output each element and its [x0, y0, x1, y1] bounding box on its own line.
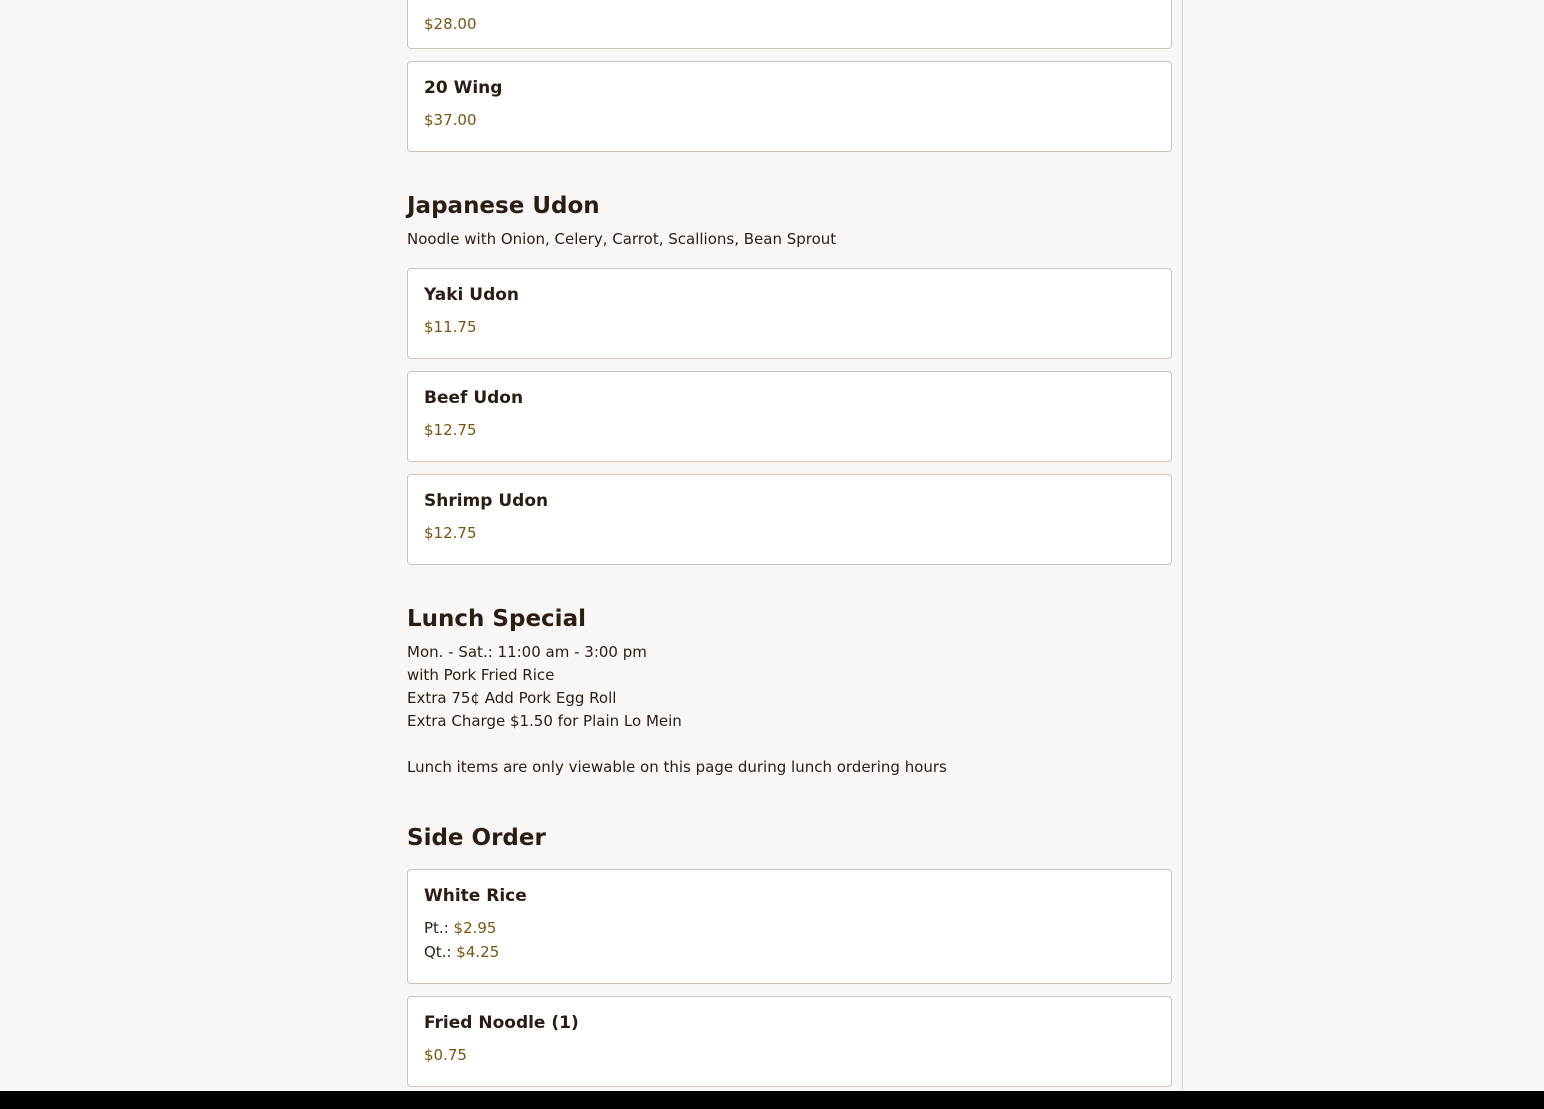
- menu-item-card[interactable]: [407, 0, 1172, 49]
- menu-item-card[interactable]: [407, 61, 1172, 152]
- menu-item-card[interactable]: [407, 371, 1172, 462]
- item-name: Shrimp Udon: [424, 491, 549, 511]
- section-title-lunch-special: Lunch Special: [407, 606, 586, 632]
- section-description: [407, 641, 1172, 733]
- item-price: $11.75: [424, 318, 477, 336]
- item-price: $12.75: [424, 524, 477, 542]
- item-price: $28.00: [424, 15, 477, 33]
- item-price: $12.75: [424, 421, 477, 439]
- item-name: Fried Noodle (1): [424, 1013, 579, 1033]
- lunch-detail-text: Extra Charge $1.50 for Plain Lo Mein: [407, 712, 682, 730]
- item-name: White Rice: [424, 886, 527, 906]
- lunch-hours-text: Mon. - Sat.: 11:00 am - 3:00 pm: [407, 643, 647, 661]
- lunch-detail-text: Extra 75¢ Add Pork Egg Roll: [407, 689, 617, 707]
- item-price: $0.75: [424, 1046, 467, 1064]
- item-name: Beef Udon: [424, 388, 524, 408]
- menu-item-card[interactable]: [407, 474, 1172, 565]
- lunch-detail-text: with Pork Fried Rice: [407, 666, 555, 684]
- section-title-side-order: Side Order: [407, 825, 546, 851]
- lunch-availability-note: Lunch items are only viewable on this page during lunch ordering hours: [407, 758, 947, 776]
- item-price: $4.25: [456, 943, 500, 961]
- menu-item-card[interactable]: [407, 869, 1172, 984]
- item-name: Yaki Udon: [424, 285, 520, 305]
- menu-item-card[interactable]: [407, 996, 1172, 1087]
- size-label: Qt.:: [424, 943, 452, 961]
- section-description: Noodle with Onion, Celery, Carrot, Scallions, Bean Sprout: [407, 230, 837, 248]
- menu-item-card[interactable]: [407, 268, 1172, 359]
- size-label: Pt.:: [424, 919, 449, 937]
- section-title-japanese-udon: Japanese Udon: [407, 193, 600, 219]
- item-price: $2.95: [453, 919, 497, 937]
- item-price: $37.00: [424, 111, 477, 129]
- bottom-bar: [0, 1091, 1544, 1109]
- item-name: 20 Wing: [424, 78, 503, 98]
